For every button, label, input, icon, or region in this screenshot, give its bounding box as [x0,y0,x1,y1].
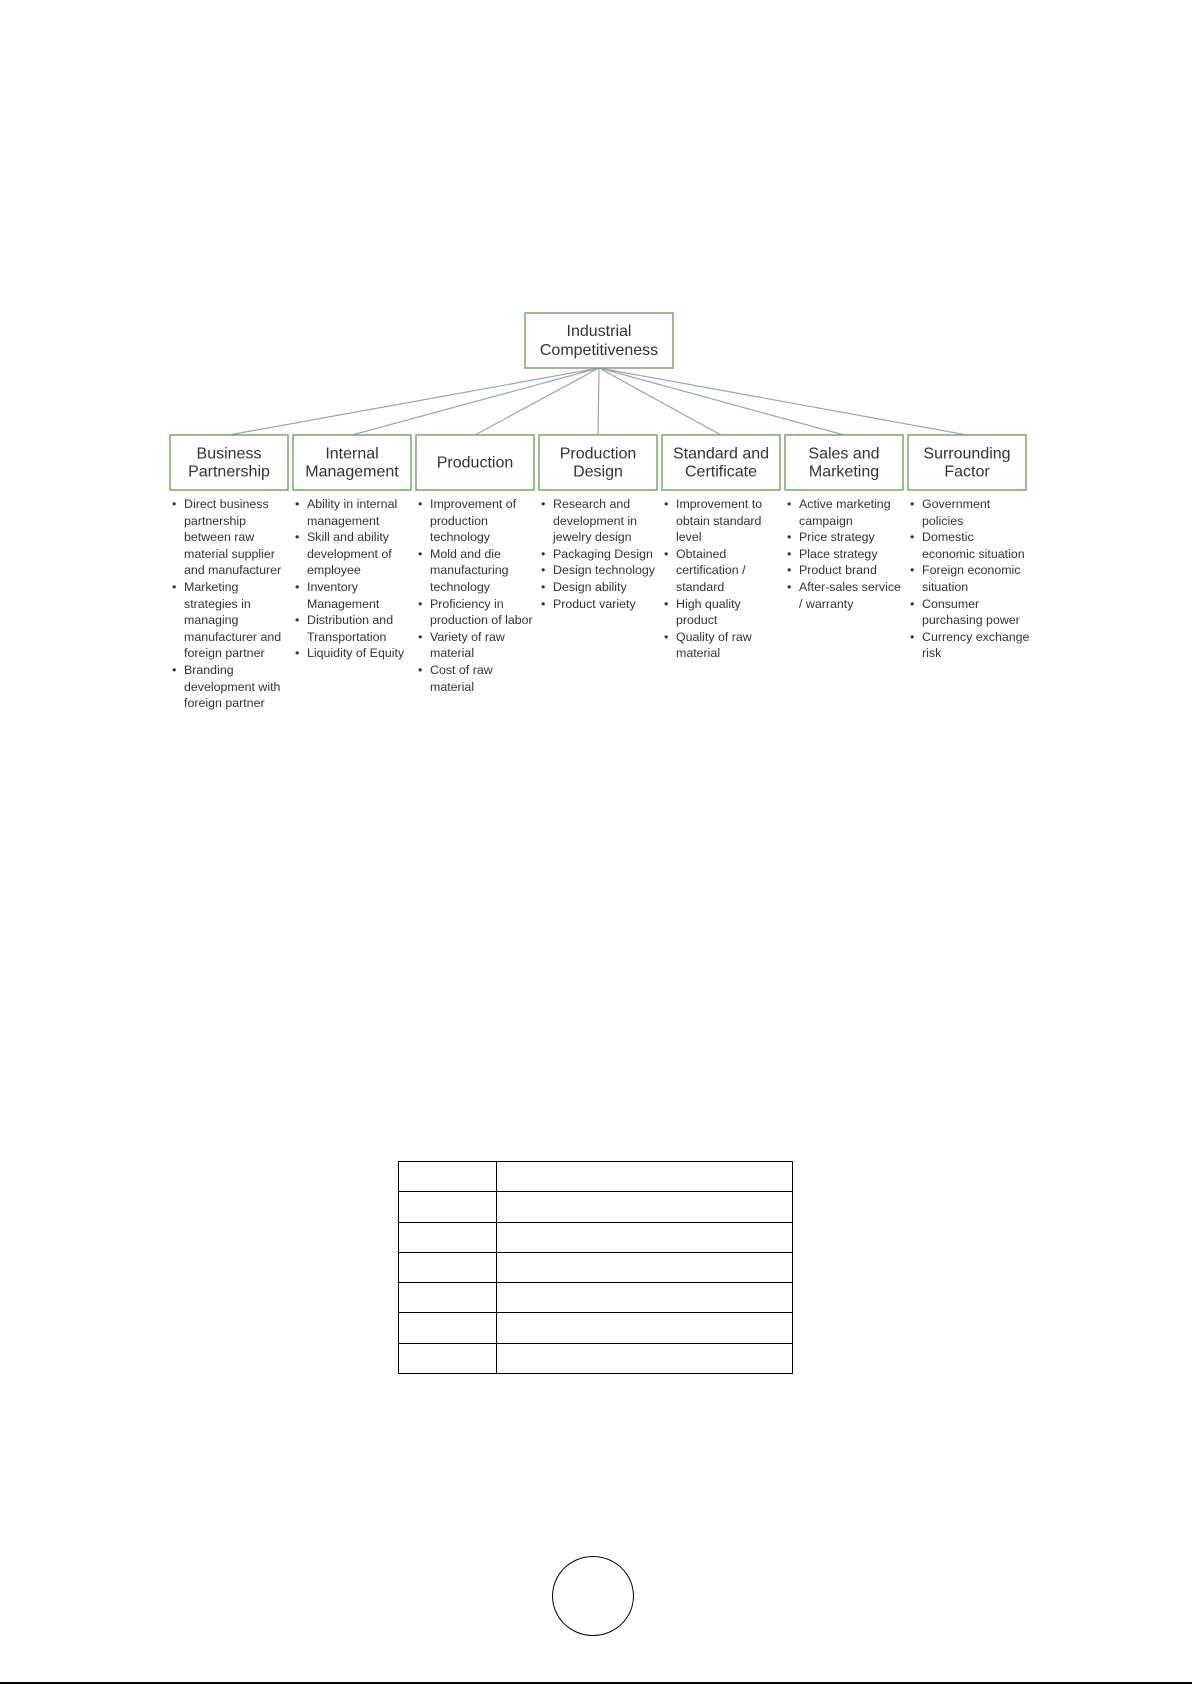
bullet-item: • Ability in internal management [295,496,415,529]
connector-standard-and-certificate [599,368,721,435]
category-label-line: Management [305,463,399,481]
category-label-line: Business [196,445,262,463]
page-number-circle [552,1556,634,1636]
category-box-standard-and-certificate [662,435,780,490]
table-cell [399,1252,497,1282]
bullet-item: • Price strategy [787,529,907,546]
bullet-item: • Proficiency in production of labor [418,596,538,629]
bullet-item: • Currency exchange risk [910,629,1030,662]
category-box-surrounding-factor [908,435,1026,490]
root-node-label-line-2: Competitiveness [539,342,659,359]
bullet-item: • Improvement of production technology [418,496,538,546]
category-label-line: Design [573,463,623,481]
table-row [399,1252,793,1282]
category-box-production-design [539,435,657,490]
table-cell [399,1343,497,1373]
category-node-business-partnership [170,435,288,490]
category-label-line: Standard and [672,445,770,463]
table-cell [399,1162,497,1192]
bullet-item: • Research and development in jewelry design [541,496,661,546]
category-node-production [416,435,534,490]
category-nodes [170,435,1026,490]
bullet-item: • Improvement to obtain standard level [664,496,784,546]
category-label-line: Sales and [808,445,880,463]
bullet-item: • Consumer purchasing power [910,596,1030,629]
bullet-item: • Design ability [541,579,661,596]
table-cell [497,1252,793,1282]
table-row [399,1283,793,1313]
bullet-item: • After-sales service / warranty [787,579,907,612]
category-box-business-partnership [170,435,288,490]
bullet-list-production [418,496,538,695]
category-node-production-design [539,435,657,490]
table-row [399,1313,793,1343]
category-label-line: Certificate [684,463,758,481]
category-label-line: Production [559,445,637,463]
table-cell [497,1343,793,1373]
bottom-rule [0,1682,1192,1684]
bullet-item: • Branding development with foreign partner [172,662,292,712]
bullet-item: • Distribution and Transportation [295,612,415,645]
category-label-line: Surrounding [923,445,1011,463]
bullet-item: • Direct business partnership between raw material supplier and manufacturer [172,496,292,579]
category-box-sales-and-marketing [785,435,903,490]
table-row [399,1343,793,1373]
bullet-item: • Foreign economic situation [910,562,1030,595]
bullet-list-standard-and-certificate [664,496,784,662]
root-node-label-line-1: Industrial [566,323,632,340]
category-label-line: Internal [325,445,379,463]
bullet-item: • Domestic economic situation [910,529,1030,562]
bullet-item: • Cost of raw material [418,662,538,695]
bullet-item: • Marketing strategies in managing manufacturer and foreign partner [172,579,292,662]
table-cell [497,1313,793,1343]
bullet-list-surrounding-factor [910,496,1030,662]
category-node-sales-and-marketing [785,435,903,490]
empty-table [398,1161,793,1374]
bullet-item: • Packaging Design [541,546,661,563]
bullet-item: • Skill and ability development of employee [295,529,415,579]
bullet-list-sales-and-marketing [787,496,907,612]
category-node-standard-and-certificate [662,435,780,490]
table-cell [399,1283,497,1313]
table-cell [399,1313,497,1343]
bullet-item: • Obtained certification / standard [664,546,784,596]
category-label-line: Production [436,454,514,472]
category-node-surrounding-factor [908,435,1026,490]
table-row [399,1222,793,1252]
table-cell [497,1283,793,1313]
bullet-list-internal-management [295,496,415,662]
table-cell [399,1192,497,1222]
category-label-line: Marketing [808,463,880,481]
table-row [399,1192,793,1222]
bullet-list-business-partnership [172,496,292,712]
category-node-internal-management [293,435,411,490]
bullet-item: • High quality product [664,596,784,629]
connector-business-partnership [229,368,599,435]
connector-sales-and-marketing [599,368,844,435]
bullet-item: • Product brand [787,562,907,579]
bullet-item: • Quality of raw material [664,629,784,662]
bullet-item: • Place strategy [787,546,907,563]
table-cell [497,1162,793,1192]
category-box-internal-management [293,435,411,490]
connector-internal-management [352,368,599,435]
category-label-line: Partnership [188,463,270,481]
connector-surrounding-factor [599,368,967,435]
bullet-item: • Design technology [541,562,661,579]
bullet-item: • Liquidity of Equity [295,645,415,662]
table-cell [497,1192,793,1222]
bullet-item: • Inventory Management [295,579,415,612]
root-node-industrial-competitiveness [525,313,673,368]
table-cell [399,1222,497,1252]
bullet-item: • Active marketing campaign [787,496,907,529]
bullet-list-production-design [541,496,661,612]
bullet-item: • Mold and die manufacturing technology [418,546,538,596]
diagram-connectors [229,368,967,435]
table-row [399,1162,793,1192]
connector-production-design [598,368,599,435]
bullet-item: • Product variety [541,596,661,613]
bullet-item: • Government policies [910,496,1030,529]
bullet-item: • Variety of raw material [418,629,538,662]
category-label-line: Factor [944,463,990,481]
connector-production [475,368,599,435]
table-cell [497,1222,793,1252]
